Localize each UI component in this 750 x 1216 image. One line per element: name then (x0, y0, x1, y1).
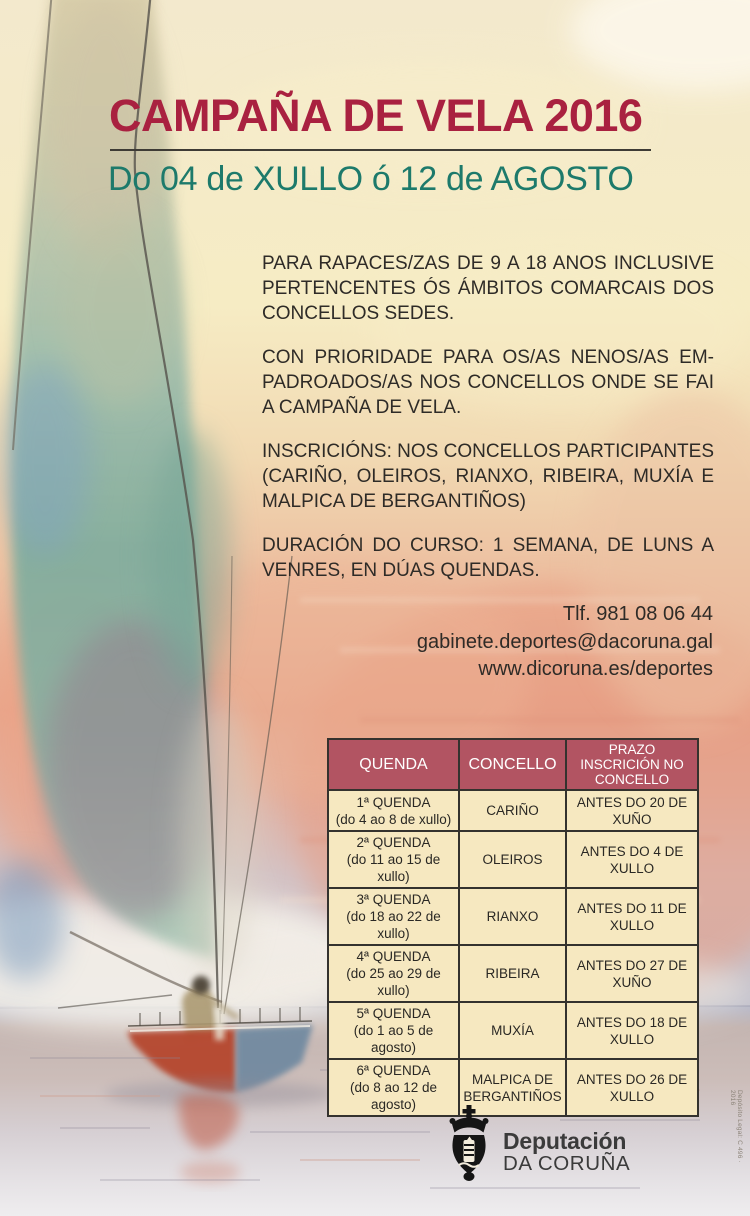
table-row (328, 790, 698, 831)
concello-cell: CARIÑO (459, 790, 566, 831)
org-name: Deputación (503, 1128, 627, 1154)
quenda-dates: (do 11 ao 15 de xullo) (346, 852, 441, 885)
header-quenda: QUENDA (328, 739, 459, 790)
body-paragraph: DURACIÓN DO CURSO: 1 SEMANA, DE LUNS A VENRES, EN DÚAS QUENDAS. (262, 535, 714, 581)
prazo-cell: ANTES DO 4 DE XULLO (566, 831, 698, 888)
body-paragraph: CON PRIORIDADE PARA OS/AS NENOS/AS EM-PADROADOS/AS NOS CONCELLOS ONDE SE FAI A CAMPAÑA DE VELA. (262, 347, 714, 418)
body-paragraph: PARA RAPACES/ZAS DE 9 A 18 ANOS INCLUSIVE PERTENCENTES ÓS ÁMBITOS COMARCAIS DOS CONCELLOS SEDES. (262, 253, 714, 324)
header-concello: CONCELLO (459, 739, 566, 790)
quenda-label: 2ª QUENDA (356, 835, 431, 851)
schedule-table (327, 738, 699, 1117)
quenda-dates: (do 18 ao 22 de xullo) (346, 909, 441, 942)
table-row (328, 888, 698, 945)
contact-email: gabinete.deportes@dacoruna.gal (416, 630, 713, 653)
quenda-dates: (do 8 ao 12 de agosto) (349, 1080, 438, 1113)
quenda-dates: (do 25 ao 29 de xullo) (346, 966, 441, 999)
concello-cell: MALPICA DE BERGANTIÑOS (459, 1059, 566, 1116)
quenda-cell (328, 945, 459, 1002)
quenda-label: 3ª QUENDA (356, 892, 431, 908)
prazo-cell: ANTES DO 27 DE XUÑO (566, 945, 698, 1002)
concello-cell: RIBEIRA (459, 945, 566, 1002)
prazo-cell: ANTES DO 20 DE XUÑO (566, 790, 698, 831)
table-row (328, 831, 698, 888)
quenda-label: 6ª QUENDA (356, 1063, 431, 1079)
coat-of-arms-icon (446, 1104, 492, 1182)
contact-website: www.dicoruna.es/deportes (478, 658, 713, 680)
logo-text (503, 1130, 630, 1176)
table-row (328, 1002, 698, 1059)
quenda-cell (328, 790, 459, 831)
body-paragraphs (262, 251, 714, 602)
title-divider (110, 149, 651, 151)
quenda-dates: (do 4 ao 8 de xullo) (335, 811, 452, 827)
quenda-label: 5ª QUENDA (356, 1006, 431, 1022)
table-row (328, 945, 698, 1002)
org-subname: DA CORUÑA (503, 1152, 631, 1175)
quenda-label: 4ª QUENDA (356, 949, 431, 965)
body-paragraph: INSCRICIÓNS: NOS CONCELLOS PARTICIPANTES (CARIÑO, OLEIROS, RIANXO, RIBEIRA, MUXÍA E MALPICA DE BERGANTIÑOS) (262, 441, 714, 512)
legal-deposit-notice: Depósito Legal: C 496 · 2016 (729, 1090, 743, 1163)
concello-cell: MUXÍA (459, 1002, 566, 1059)
poster-title: CAMPAÑA DE VELA 2016 (109, 90, 643, 141)
contact-block (363, 601, 713, 684)
prazo-cell: ANTES DO 26 DE XULLO (566, 1059, 698, 1116)
poster-subtitle: Do 04 de XULLO ó 12 de AGOSTO (108, 160, 634, 198)
concello-cell: OLEIROS (459, 831, 566, 888)
quenda-cell (328, 831, 459, 888)
deputacion-logo (446, 1104, 630, 1182)
contact-phone: Tlf. 981 08 06 44 (562, 603, 713, 625)
quenda-cell (328, 1002, 459, 1059)
prazo-cell: ANTES DO 18 DE XULLO (566, 1002, 698, 1059)
quenda-label: 1ª QUENDA (356, 794, 431, 810)
quenda-dates: (do 1 ao 5 de agosto) (353, 1023, 434, 1056)
quenda-cell (328, 888, 459, 945)
prazo-cell: ANTES DO 11 DE XULLO (566, 888, 698, 945)
quenda-cell (328, 1059, 459, 1116)
schedule-table-body (328, 790, 698, 1116)
header-prazo: PRAZO INSCRICIÓN NO CONCELLO (566, 739, 698, 790)
concello-cell: RIANXO (459, 888, 566, 945)
table-header-row (328, 739, 698, 790)
